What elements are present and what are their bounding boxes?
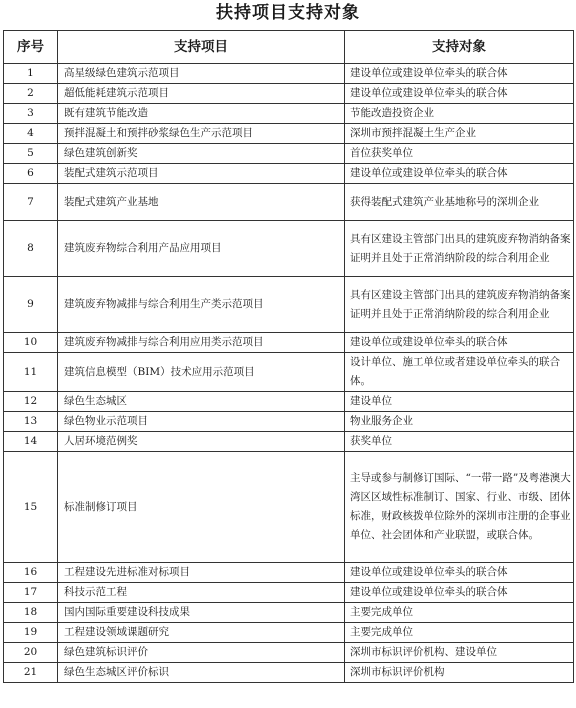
row-item: 科技示范工程 <box>58 583 345 603</box>
row-target: 建设单位或建设单位牵头的联合体 <box>345 84 574 104</box>
row-number: 13 <box>4 412 58 432</box>
row-target: 深圳市标识评价机构、建设单位 <box>345 643 574 663</box>
row-number: 16 <box>4 563 58 583</box>
row-item: 绿色物业示范项目 <box>58 412 345 432</box>
row-item: 超低能耗建筑示范项目 <box>58 84 345 104</box>
row-item: 建筑废弃物减排与综合利用应用类示范项目 <box>58 333 345 353</box>
row-number: 4 <box>4 124 58 144</box>
table-row <box>4 184 574 221</box>
row-item: 绿色生态城区 <box>58 392 345 412</box>
row-number: 17 <box>4 583 58 603</box>
row-target: 建设单位或建设单位牵头的联合体 <box>345 563 574 583</box>
table-row <box>4 84 574 104</box>
row-number: 12 <box>4 392 58 412</box>
row-number: 14 <box>4 432 58 452</box>
row-item: 装配式建筑产业基地 <box>58 184 345 221</box>
row-number: 8 <box>4 221 58 277</box>
row-number: 21 <box>4 663 58 683</box>
row-item: 既有建筑节能改造 <box>58 104 345 124</box>
row-item: 预拌混凝土和预拌砂浆绿色生产示范项目 <box>58 124 345 144</box>
table-row <box>4 623 574 643</box>
row-number: 15 <box>4 452 58 563</box>
table-row <box>4 432 574 452</box>
row-number: 10 <box>4 333 58 353</box>
table-row <box>4 663 574 683</box>
row-number: 11 <box>4 353 58 392</box>
row-target: 建设单位或建设单位牵头的联合体 <box>345 333 574 353</box>
table-row <box>4 124 574 144</box>
row-item: 绿色建筑标识评价 <box>58 643 345 663</box>
header-num: 序号 <box>4 31 58 64</box>
row-target: 物业服务企业 <box>345 412 574 432</box>
row-item: 建筑废弃物减排与综合利用生产类示范项目 <box>58 277 345 333</box>
row-target: 获得装配式建筑产业基地称号的深圳企业 <box>345 184 574 221</box>
row-target: 节能改造投资企业 <box>345 104 574 124</box>
row-target: 具有区建设主管部门出具的建筑废弃物消纳备案证明并且处于正常消纳阶段的综合利用企业 <box>345 277 574 333</box>
table-row <box>4 353 574 392</box>
row-target: 首位获奖单位 <box>345 144 574 164</box>
table-row <box>4 583 574 603</box>
row-item: 工程建设领域课题研究 <box>58 623 345 643</box>
row-target: 建设单位或建设单位牵头的联合体 <box>345 164 574 184</box>
row-number: 18 <box>4 603 58 623</box>
table-row <box>4 452 574 563</box>
row-target: 建设单位或建设单位牵头的联合体 <box>345 64 574 84</box>
support-table <box>3 30 574 683</box>
table-row <box>4 104 574 124</box>
row-target: 深圳市标识评价机构 <box>345 663 574 683</box>
row-number: 9 <box>4 277 58 333</box>
row-number: 5 <box>4 144 58 164</box>
row-number: 3 <box>4 104 58 124</box>
row-target: 获奖单位 <box>345 432 574 452</box>
table-row <box>4 144 574 164</box>
row-number: 2 <box>4 84 58 104</box>
row-item: 绿色建筑创新奖 <box>58 144 345 164</box>
row-item: 装配式建筑示范项目 <box>58 164 345 184</box>
page-title: 扶持项目支持对象 <box>216 3 360 23</box>
table-row <box>4 221 574 277</box>
table-body <box>4 64 574 683</box>
row-item: 绿色生态城区评价标识 <box>58 663 345 683</box>
table-row <box>4 64 574 84</box>
row-item: 工程建设先进标准对标项目 <box>58 563 345 583</box>
header-item: 支持项目 <box>58 31 345 64</box>
row-number: 20 <box>4 643 58 663</box>
row-item: 建筑废弃物综合利用产品应用项目 <box>58 221 345 277</box>
row-target: 具有区建设主管部门出具的建筑废弃物消纳备案证明并且处于正常消纳阶段的综合利用企业 <box>345 221 574 277</box>
header-target: 支持对象 <box>345 31 574 64</box>
row-item: 人居环境范例奖 <box>58 432 345 452</box>
row-item: 国内国际重要建设科技成果 <box>58 603 345 623</box>
table-row <box>4 603 574 623</box>
table-row <box>4 164 574 184</box>
row-number: 1 <box>4 64 58 84</box>
table-row <box>4 643 574 663</box>
row-item: 建筑信息模型（BIM）技术应用示范项目 <box>58 353 345 392</box>
row-number: 6 <box>4 164 58 184</box>
row-target: 深圳市预拌混凝土生产企业 <box>345 124 574 144</box>
table-row <box>4 333 574 353</box>
row-target: 主要完成单位 <box>345 603 574 623</box>
table-row <box>4 277 574 333</box>
row-item: 高星级绿色建筑示范项目 <box>58 64 345 84</box>
table-row <box>4 412 574 432</box>
row-target: 建设单位 <box>345 392 574 412</box>
row-number: 19 <box>4 623 58 643</box>
row-number: 7 <box>4 184 58 221</box>
row-target: 主导或参与制修订国际、“一带一路”及粤港澳大湾区区域性标准制订、国家、行业、市级、团体标准，财政核拨单位除外的深圳市注册的企事业单位、社会团体和产业联盟，或联合体。 <box>345 452 574 563</box>
row-target: 主要完成单位 <box>345 623 574 643</box>
row-target: 设计单位、施工单位或者建设单位牵头的联合体。 <box>345 353 574 392</box>
table-row <box>4 563 574 583</box>
header-row <box>4 31 574 64</box>
row-target: 建设单位或建设单位牵头的联合体 <box>345 583 574 603</box>
table-row <box>4 392 574 412</box>
row-item: 标准制修订项目 <box>58 452 345 563</box>
